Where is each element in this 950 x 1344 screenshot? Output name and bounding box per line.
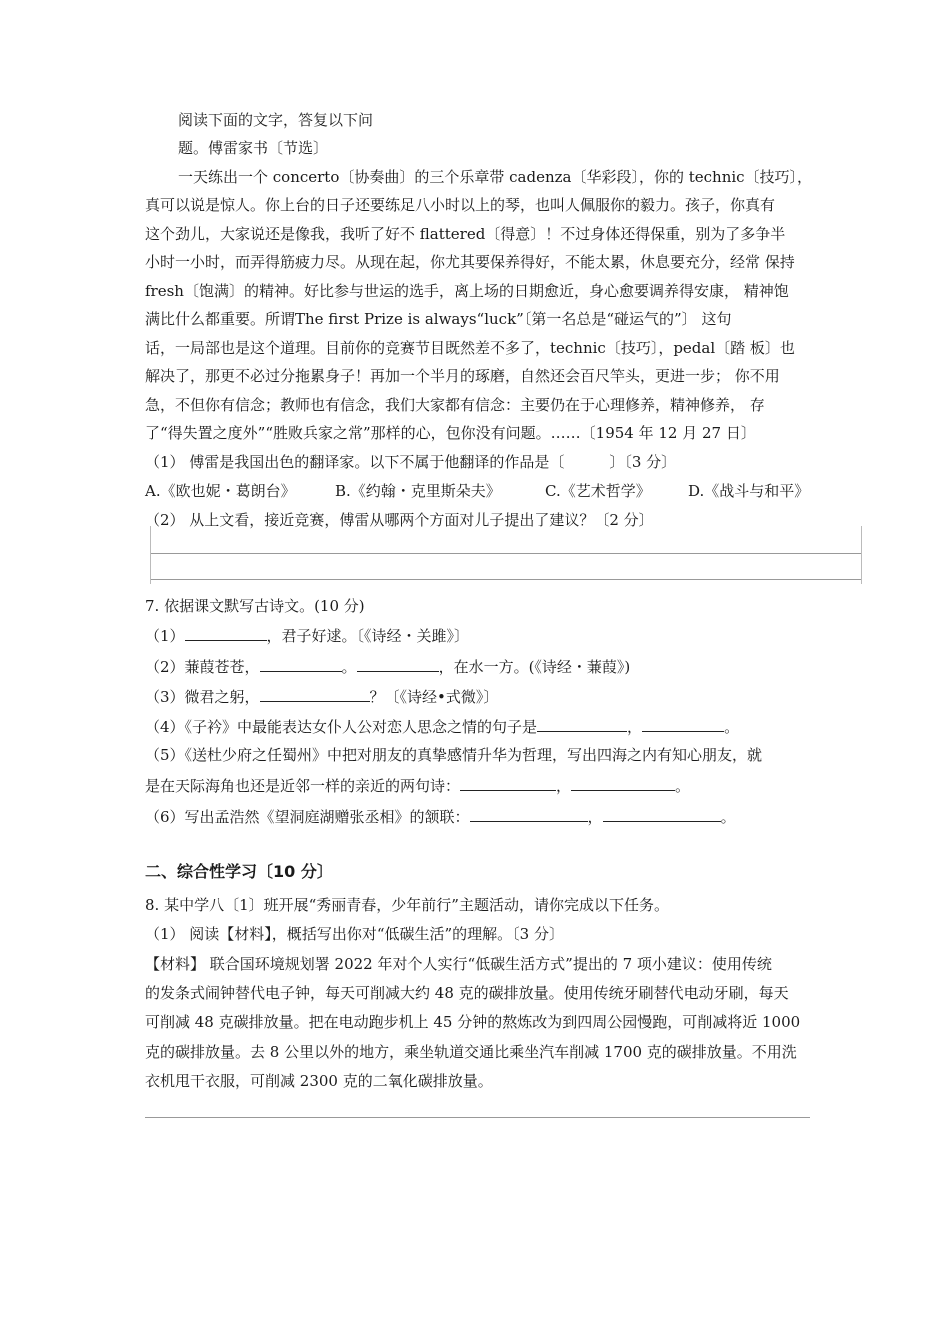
q7-item-5-line2: 是在天际海角也还是近邻一样的亲近的两句诗： ， 。	[145, 777, 691, 795]
passage-line: 急，不但你有信念；教师也有信念，我们大家都有信念：主要仍在于心理修养，精神修养， 存	[145, 396, 765, 414]
passage-line: 了“得失置之度外”“胜败兵家之常”那样的心，包你没有问题。……〔1954 年 12 月 27 日〕	[145, 424, 756, 442]
reading-intro-line1: 阅读下面的文字，答复以下问	[178, 111, 374, 129]
material-line: 【材料】 联合国环境规划署 2022 年对个人实行“低碳生活方式”提出的 7 项小建议：使用传统	[145, 955, 772, 973]
question-2: （2） 从上文看，接近竞赛，傅雷从哪两个方面对儿子提出了建议？〔2 分〕	[145, 511, 654, 529]
blank-field[interactable]	[460, 775, 556, 791]
question-1: （1） 傅雷是我国出色的翻译家。以下不属于他翻译的作品是〔 〕〔3 分〕	[145, 453, 677, 471]
blank-field[interactable]	[260, 656, 342, 672]
passage-line: 小时一小时，而弄得筋疲力尽。从现在起，你尤其要保养得好，不能太累，休息要充分，经常 保持	[145, 253, 795, 271]
blank-field[interactable]	[185, 625, 267, 641]
option-d[interactable]: D.《战斗与和平》	[688, 482, 810, 500]
q7-item-3: （3）微君之躬， ？〔《诗经•式微》〕	[145, 688, 499, 706]
blank-field[interactable]	[260, 686, 370, 702]
q7-item-1: （1） ，君子好逑。〔《诗经・关雎》〕	[145, 627, 470, 645]
answer-line[interactable]	[145, 1117, 810, 1118]
passage-line: 这个劲儿，大家说还是像我，我听了好不 flattered〔得意〕！不过身体还得保重，别为了多争半	[145, 225, 786, 243]
q7-item-5-line1: （5）《送杜少府之任蜀州》中把对朋友的真挚感情升华为哲理，写出四海之内有知心朋友，就	[145, 746, 763, 764]
blank-field[interactable]	[537, 716, 627, 732]
option-b[interactable]: B.《约翰・克里斯朵夫》	[335, 482, 501, 500]
section-2-heading: 二、综合性学习〔10 分〕	[145, 862, 333, 881]
passage-line: 一天练出一个 concerto〔协奏曲〕的三个乐章带 cadenza〔华彩段〕，你的 technic〔技巧〕，	[178, 168, 813, 186]
question-8-1: （1） 阅读【材料】，概括写出你对“低碳生活”的理解。〔3 分〕	[145, 925, 564, 943]
material-line: 的发条式闹钟替代电子钟，每天可削减大约 48 克的碳排放量。使用传统牙刷替代电动牙刷，每天	[145, 984, 789, 1002]
option-a[interactable]: A.《欧也妮・葛朗台》	[145, 482, 296, 500]
answer-box[interactable]	[150, 526, 862, 584]
q7-title: 7. 依据课文默写古诗文。(10 分)	[145, 597, 365, 615]
blank-field[interactable]	[642, 716, 724, 732]
blank-field[interactable]	[571, 775, 675, 791]
material-line: 可削减 48 克碳排放量。把在电动跑步机上 45 分钟的熬炼改为到四周公园慢跑，可削减将近 1000	[145, 1013, 801, 1031]
q7-item-2: （2）蒹葭苍苍， 。 ，在水一方。(《诗经・蒹葭》)	[145, 658, 631, 676]
q7-item-4: （4）《子衿》中最能表达女仆人公对恋人思念之情的句子是 ， 。	[145, 718, 740, 736]
passage-line: 解决了，那更不必过分拖累身子！再加一个半月的琢磨，自然还会百尺竿头，更进一步； 你不用	[145, 367, 780, 385]
material-line: 克的碳排放量。去 8 公里以外的地方，乘坐轨道交通比乘坐汽车削减 1700 克的碳排放量。不用洗	[145, 1043, 797, 1061]
passage-line: 真可以说是惊人。你上台的日子还要练足八小时以上的琴，也叫人佩服你的毅力。孩子，你真有	[145, 196, 776, 214]
passage-line: 话，一局部也是这个道理。目前你的竞赛节目既然差不多了，technic〔技巧〕，pedal〔踏 板〕也	[145, 339, 795, 357]
option-c[interactable]: C.《艺术哲学》	[545, 482, 651, 500]
reading-intro-line2: 题。傅雷家书〔节选〕	[178, 139, 329, 157]
q7-item-6: （6）写出孟浩然《望洞庭湖赠张丞相》的颔联： ， 。	[145, 808, 736, 826]
passage-line: fresh〔饱满〕的精神。好比参与世运的选手，离上场的日期愈近，身心愈要调养得安康， 精神饱	[145, 282, 789, 300]
passage-line: 满比什么都重要。所谓The first Prize is always“luck”〔第一名总是“碰运气的”〕 这句	[145, 310, 732, 328]
question-8: 8. 某中学八〔1〕班开展“秀丽青春，少年前行”主题活动，请你完成以下任务。	[145, 896, 669, 914]
material-line: 衣机甩干衣服，可削减 2300 克的二氧化碳排放量。	[145, 1072, 493, 1090]
blank-field[interactable]	[603, 806, 721, 822]
blank-field[interactable]	[470, 806, 588, 822]
blank-field[interactable]	[357, 656, 439, 672]
